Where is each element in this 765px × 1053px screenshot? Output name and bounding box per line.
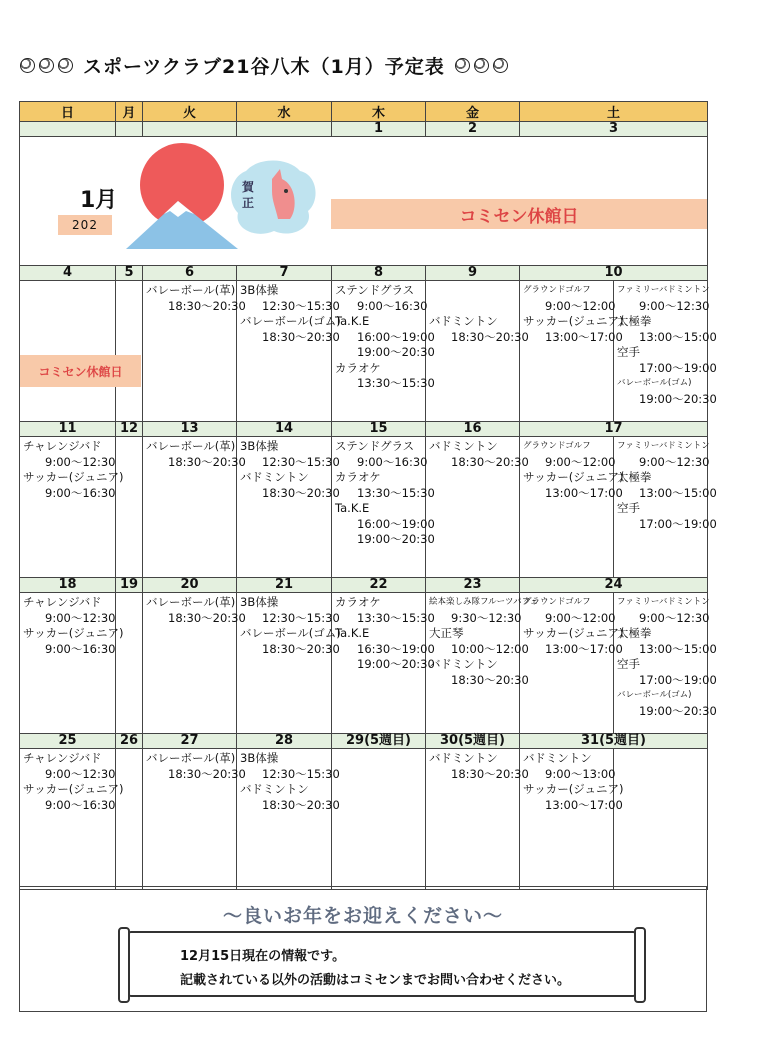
date-number: 31(5週目) <box>520 734 708 749</box>
date-number: 26 <box>116 734 143 749</box>
new-year-horse-stamp <box>226 157 320 243</box>
date-row <box>20 734 708 749</box>
weekday-sat: 土 <box>520 102 708 122</box>
day-cell <box>520 749 624 890</box>
weekday-sun: 日 <box>20 102 116 122</box>
event-name: バレーボール(革) <box>146 751 236 765</box>
date-number: 2 <box>426 122 520 137</box>
date-number: 4 <box>20 266 116 281</box>
event-time: 9:00～16:30 <box>357 454 428 469</box>
event-time: 18:30～20:30 <box>262 329 340 344</box>
events-row <box>20 749 708 890</box>
event-time: 18:30～20:30 <box>168 298 246 313</box>
closed-day-banner: コミセン休館日 <box>20 355 141 387</box>
day-cell <box>237 281 341 422</box>
event-name: バドミントン <box>429 751 498 765</box>
event-name: グラウンドゴルフ <box>523 597 591 607</box>
event-time: 19:00～20:30 <box>639 703 717 718</box>
event-name: ファミリーバドミントン <box>617 597 710 607</box>
day-cell <box>116 749 143 890</box>
date-number: 18 <box>20 578 116 593</box>
event-name: チャレンジバド <box>23 751 102 765</box>
event-name: 3B体操 <box>240 751 279 765</box>
event-name: バレーボール(ゴム) <box>617 690 692 700</box>
day-cell <box>116 593 143 734</box>
event-name: サッカー(ジュニア) <box>523 626 624 640</box>
event-name: バレーボール(革) <box>146 283 236 297</box>
day-cell <box>143 593 246 734</box>
event-name: サッカー(ジュニア) <box>523 782 624 796</box>
event-name: 太極拳 <box>617 626 652 640</box>
event-time: 9:00～12:30 <box>45 454 116 469</box>
event-time: 16:00～19:00 <box>357 329 435 344</box>
day-cell <box>116 437 143 578</box>
event-name: バドミントン <box>429 657 498 671</box>
shuttlecock-icon <box>455 58 470 73</box>
date-number: 23 <box>426 578 520 593</box>
footer-box <box>19 886 707 1012</box>
event-name: サッカー(ジュニア) <box>523 470 624 484</box>
mount-fuji-sunrise-illustration <box>116 143 242 257</box>
notice-scroll <box>126 931 638 997</box>
event-name: 3B体操 <box>240 283 279 297</box>
volleyball-icon <box>20 58 35 73</box>
event-time: 19:00～20:30 <box>357 657 435 671</box>
date-number: 11 <box>20 422 116 437</box>
event-time: 17:00～19:00 <box>639 516 717 531</box>
event-time: 13:00～17:00 <box>545 329 623 344</box>
shuttlecock-icon <box>58 58 73 73</box>
day-cell <box>237 593 341 734</box>
event-time: 9:00～12:00 <box>545 298 616 313</box>
day-cell <box>520 437 624 578</box>
event-name: 空手 <box>617 345 640 359</box>
day-cell <box>20 749 124 890</box>
day-cell <box>426 281 529 422</box>
event-name: バレーボール(ゴム) <box>240 314 341 328</box>
event-name: サッカー(ジュニア) <box>23 782 124 796</box>
date-number: 19 <box>116 578 143 593</box>
page-title-row <box>20 50 508 80</box>
date-number: 12 <box>116 422 143 437</box>
date-number: 6 <box>143 266 237 281</box>
day-cell <box>520 281 624 422</box>
event-name: 3B体操 <box>240 439 279 453</box>
event-time: 19:00～20:30 <box>357 345 435 359</box>
notice-line-1: 12月15日現在の情報です。 <box>180 949 346 964</box>
event-time: 18:30～20:30 <box>168 766 246 781</box>
event-time: 13:30～15:30 <box>357 610 435 625</box>
event-name: 空手 <box>617 657 640 671</box>
date-number: 25 <box>20 734 116 749</box>
event-time: 12:30～15:30 <box>262 454 340 469</box>
day-cell <box>116 281 143 422</box>
date-number: 13 <box>143 422 237 437</box>
event-name: バレーボール(ゴム) <box>240 626 341 640</box>
date-row <box>20 578 708 593</box>
event-name: バドミントン <box>240 782 309 796</box>
greeting-text: ～良いお年をお迎えください～ <box>222 905 503 927</box>
day-cell <box>426 593 539 734</box>
spacer <box>429 283 518 299</box>
date-number: 9 <box>426 266 520 281</box>
event-name: バレーボール(革) <box>146 439 236 453</box>
date-number <box>237 122 332 137</box>
event-name: 大正琴 <box>429 626 464 640</box>
event-time: 18:30～20:30 <box>262 485 340 500</box>
event-time: 18:30～20:30 <box>168 454 246 469</box>
event-time: 9:00～16:30 <box>45 797 116 812</box>
date-number: 3 <box>520 122 708 137</box>
event-time: 19:00～20:30 <box>639 391 717 406</box>
volleyball-icon <box>493 58 508 73</box>
event-name: バドミントン <box>429 439 498 453</box>
date-number <box>143 122 237 137</box>
weekday-fri: 金 <box>426 102 520 122</box>
event-time: 9:00～12:00 <box>545 610 616 625</box>
event-time: 13:00～17:00 <box>545 641 623 656</box>
event-time: 9:00～13:00 <box>545 766 616 781</box>
day-cell <box>332 593 435 734</box>
date-number: 14 <box>237 422 332 437</box>
event-name: ファミリーバドミントン <box>617 285 710 295</box>
date-number: 1 <box>332 122 426 137</box>
weekday-mon: 月 <box>116 102 143 122</box>
event-name: バドミントン <box>240 470 309 484</box>
soccer-ball-icon <box>39 58 54 73</box>
event-name: グラウンドゴルフ <box>523 441 591 451</box>
date-number: 30(5週目) <box>426 734 520 749</box>
day-cell <box>237 749 340 890</box>
event-name: バドミントン <box>429 314 498 328</box>
event-name: 太極拳 <box>617 470 652 484</box>
event-name: バドミントン <box>523 751 592 765</box>
date-number: 28 <box>237 734 332 749</box>
event-name: 空手 <box>617 501 640 515</box>
year-label: 202 <box>58 215 112 235</box>
day-cell <box>332 749 426 890</box>
event-name: バレーボール(革) <box>146 595 236 609</box>
date-number <box>20 122 116 137</box>
date-row <box>20 422 708 437</box>
weekday-wed: 水 <box>237 102 332 122</box>
event-time: 10:00～12:00 <box>451 641 529 656</box>
date-row <box>20 266 708 281</box>
event-time: 17:00～19:00 <box>639 672 717 687</box>
event-time: 18:30～20:30 <box>451 329 529 344</box>
event-time: 13:00～15:00 <box>639 329 717 344</box>
day-cell <box>332 437 435 578</box>
events-row <box>20 437 708 578</box>
day-cell <box>143 437 246 578</box>
stamp-text: 賀正 <box>242 180 255 210</box>
event-time: 13:00～17:00 <box>545 485 623 500</box>
event-time: 9:00～12:00 <box>545 454 616 469</box>
date-number: 20 <box>143 578 237 593</box>
page-title: スポーツクラブ21谷八木（1月）予定表 <box>83 55 445 78</box>
day-cell <box>426 437 529 578</box>
date-number <box>116 122 143 137</box>
event-time: 9:00～16:30 <box>45 485 116 500</box>
event-name: カラオケ <box>335 360 381 375</box>
day-cell <box>614 749 708 890</box>
event-name: サッカー(ジュニア) <box>23 626 124 640</box>
date-number: 15 <box>332 422 426 437</box>
event-time: 9:00～12:30 <box>45 610 116 625</box>
event-name: バレーボール(ゴム) <box>617 378 692 388</box>
date-number: 7 <box>237 266 332 281</box>
event-time: 19:00～20:30 <box>357 532 435 546</box>
date-number: 5 <box>116 266 143 281</box>
event-time: 18:30～20:30 <box>451 454 529 469</box>
event-time: 12:30～15:30 <box>262 766 340 781</box>
day-cell <box>520 593 624 734</box>
event-time: 9:00～12:30 <box>639 298 710 313</box>
event-time: 9:00～16:30 <box>357 298 428 313</box>
day-cell <box>237 437 340 578</box>
day-cell <box>143 281 246 422</box>
event-time: 18:30～20:30 <box>168 610 246 625</box>
event-time: 9:00～12:30 <box>45 766 116 781</box>
event-time: 18:30～20:30 <box>262 641 340 656</box>
event-time: 9:00～16:30 <box>45 641 116 656</box>
event-time: 18:30～20:30 <box>262 797 340 812</box>
day-cell <box>332 281 435 422</box>
event-name: サッカー(ジュニア) <box>23 470 124 484</box>
soccer-ball-icon <box>474 58 489 73</box>
day-cell <box>20 281 116 422</box>
event-time: 18:30～20:30 <box>451 672 529 687</box>
day-cell <box>614 437 717 578</box>
date-number: 16 <box>426 422 520 437</box>
date-number: 17 <box>520 422 708 437</box>
month-label: 1月 <box>80 188 118 213</box>
event-time: 12:30～15:30 <box>262 610 340 625</box>
event-time: 16:00～19:00 <box>357 516 435 531</box>
notice-line-2: 記載されている以外の活動はコミセンまでお問い合わせください。 <box>180 973 571 988</box>
event-name: Ta.K.E <box>335 626 370 640</box>
event-name: ファミリーバドミントン <box>617 441 710 451</box>
event-name: ステンドグラス <box>335 283 415 297</box>
day-cell <box>426 749 529 890</box>
spacer <box>429 299 518 315</box>
event-time: 18:30～20:30 <box>451 766 529 781</box>
date-number: 10 <box>520 266 708 281</box>
event-time: 9:30～12:30 <box>451 610 522 625</box>
event-name: チャレンジバド <box>23 595 102 609</box>
event-time: 9:00～12:30 <box>639 610 710 625</box>
event-time: 12:30～15:30 <box>262 298 340 313</box>
events-row <box>20 281 708 422</box>
date-number: 24 <box>520 578 708 593</box>
date-number: 29(5週目) <box>332 734 426 749</box>
event-time: 17:00～19:00 <box>639 360 717 375</box>
weekday-tue: 火 <box>143 102 237 122</box>
event-time: 16:30～19:00 <box>357 641 435 656</box>
date-row <box>20 122 708 137</box>
event-name: チャレンジバド <box>23 439 102 453</box>
day-cell <box>20 437 124 578</box>
events-row <box>20 593 708 734</box>
event-name: グラウンドゴルフ <box>523 285 591 295</box>
event-time: 13:30～15:30 <box>357 485 435 500</box>
date-number: 21 <box>237 578 332 593</box>
day-cell <box>143 749 246 890</box>
day-cell <box>20 593 124 734</box>
event-name: カラオケ <box>335 470 381 484</box>
event-name: 太極拳 <box>617 314 652 328</box>
weekday-thu: 木 <box>332 102 426 122</box>
event-time: 13:30～15:30 <box>357 376 435 390</box>
weekday-header-row <box>20 102 708 122</box>
event-name: 絵本楽しみ隊フルーツパフェ <box>429 597 539 607</box>
event-name: Ta.K.E <box>335 314 370 328</box>
event-time: 13:00～15:00 <box>639 641 717 656</box>
closed-day-banner-wide: コミセン休館日 <box>331 199 707 229</box>
date-number: 27 <box>143 734 237 749</box>
event-name: サッカー(ジュニア) <box>523 314 624 328</box>
event-name: カラオケ <box>335 595 381 609</box>
day-cell <box>614 281 717 422</box>
event-name: Ta.K.E <box>335 501 370 515</box>
date-number: 22 <box>332 578 426 593</box>
event-time: 13:00～15:00 <box>639 485 717 500</box>
day-cell <box>614 593 717 734</box>
event-name: 3B体操 <box>240 595 279 609</box>
date-number: 8 <box>332 266 426 281</box>
event-name: ステンドグラス <box>335 439 415 453</box>
event-time: 9:00～12:30 <box>639 454 710 469</box>
event-time: 13:00～17:00 <box>545 797 623 812</box>
